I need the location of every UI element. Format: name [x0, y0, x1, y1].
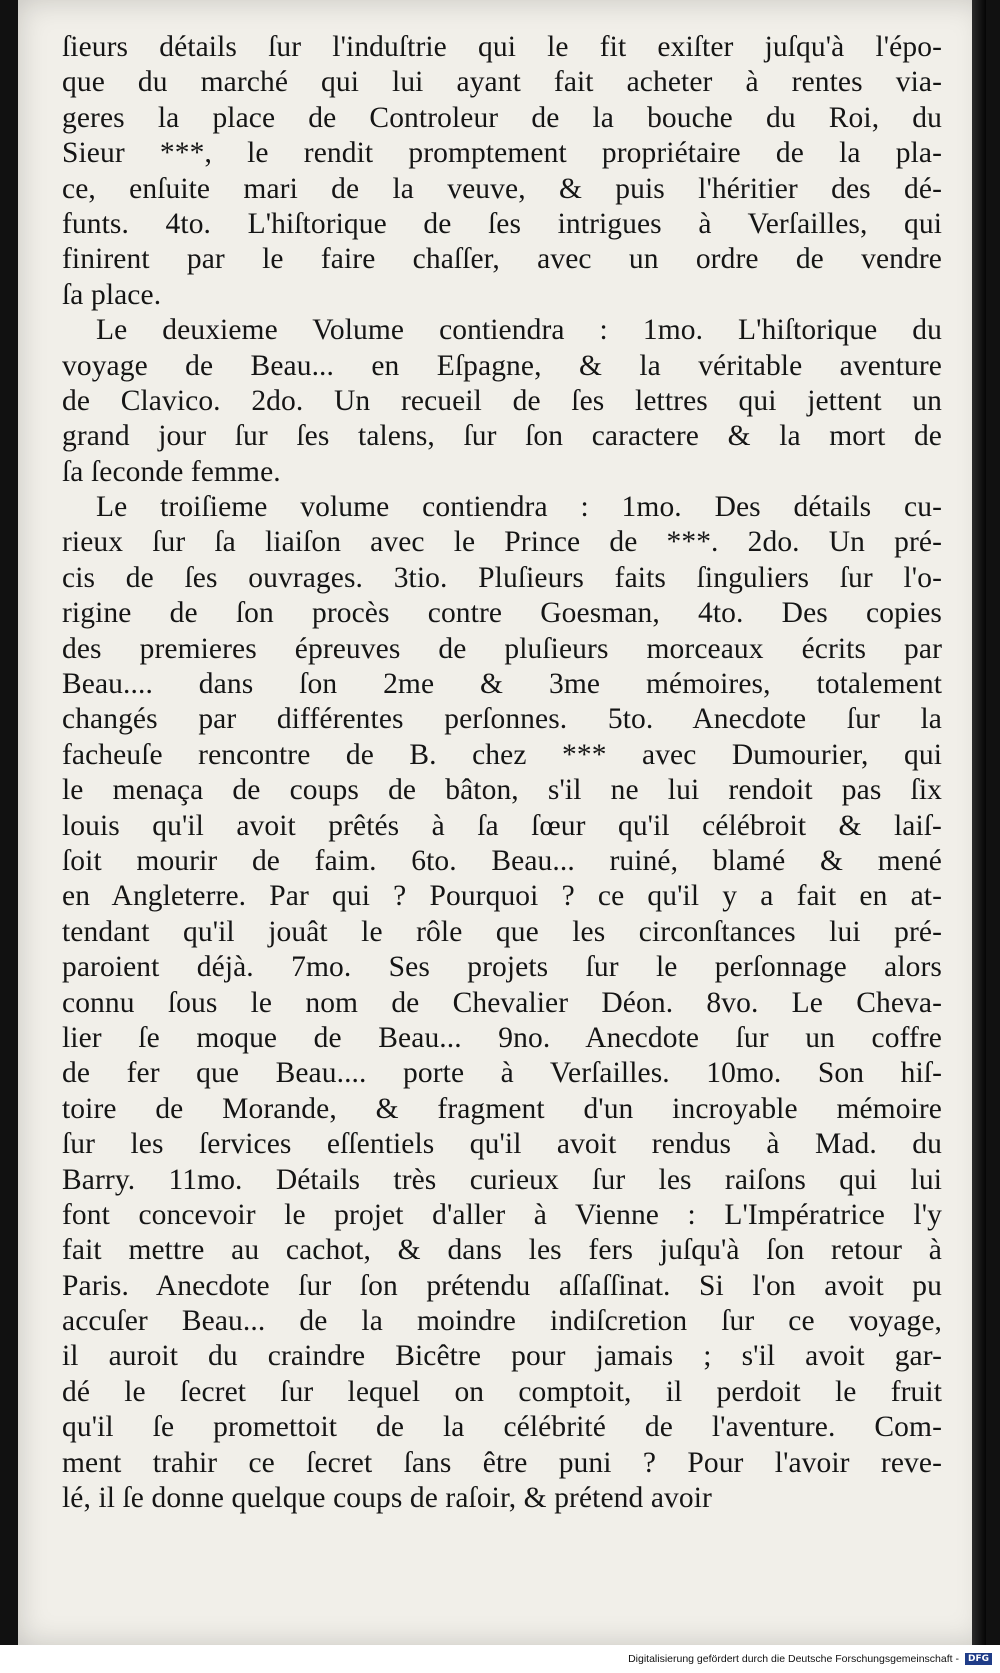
text-line: Sieur ***, le rendit promptement propriétaire de la pla-	[62, 137, 942, 170]
text-line: funts. 4to. L'hiſtorique de ſes intrigues à Verſailles, qui	[62, 207, 942, 240]
text-line: que du marché qui lui ayant fait acheter à rentes via-	[62, 66, 942, 99]
text-line: Paris. Anecdote ſur ſon prétendu aſſaſſinat. Si l'on avoit pu	[62, 1269, 942, 1302]
text-line: cis de ſes ouvrages. 3tio. Pluſieurs faits ſinguliers ſur l'o-	[62, 561, 942, 594]
footer-credit: Digitalisierung gefördert durch die Deutsche Forschungsgemeinschaft -	[628, 1653, 959, 1665]
dfg-logo-icon: DFG	[965, 1653, 992, 1665]
text-line: geres la place de Controleur de la bouche du Roi, du	[62, 101, 942, 134]
text-line: ſoit mourir de faim. 6to. Beau... ruiné, blamé & mené	[62, 844, 942, 877]
text-line: paroient déjà. 7mo. Ses projets ſur le perſonnage alors	[62, 951, 942, 984]
text-line: de Clavico. 2do. Un recueil de ſes lettres qui jettent un	[62, 384, 942, 417]
text-line: finirent par le faire chaſſer, avec un ordre de vendre	[62, 243, 942, 276]
text-line: Le deuxieme Volume contiendra : 1mo. L'hiſtorique du	[96, 314, 942, 347]
text-line: lier ſe moque de Beau... 9no. Anecdote ſur un coffre	[62, 1021, 942, 1054]
text-line: en Angleterre. Par qui ? Pourquoi ? ce qu'il y a fait en at-	[62, 880, 942, 913]
book-spine-edge	[972, 0, 986, 1645]
text-line: ſa ſeconde femme.	[62, 455, 281, 488]
text-line: dé le ſecret ſur lequel on comptoit, il perdoit le fruit	[62, 1375, 942, 1408]
text-line: rigine de ſon procès contre Goesman, 4to. Des copies	[62, 597, 942, 630]
text-line: ce, enſuite mari de la veuve, & puis l'héritier des dé-	[62, 172, 942, 205]
book-page	[18, 0, 986, 1645]
page-text	[62, 30, 942, 1516]
text-line: ment trahir ce ſecret ſans être puni ? Pour l'avoir reve-	[62, 1446, 942, 1479]
text-line: changés par différentes perſonnes. 5to. Anecdote ſur la	[62, 703, 942, 736]
text-line: ſur les ſervices eſſentiels qu'il avoit rendus à Mad. du	[62, 1128, 942, 1161]
digitization-footer	[0, 1645, 1000, 1673]
text-line: Le troiſieme volume contiendra : 1mo. Des détails cu-	[96, 491, 942, 524]
text-line: facheuſe rencontre de B. chez *** avec Dumourier, qui	[62, 738, 942, 771]
text-line: lé, il ſe donne quelque coups de raſoir, & prétend avoir	[62, 1482, 712, 1515]
text-line: le menaça de coups de bâton, s'il ne lui rendoit pas ſix	[62, 774, 942, 807]
text-line: louis qu'il avoit prêtés à ſa ſœur qu'il célébroit & laiſ-	[62, 809, 942, 842]
text-line: voyage de Beau... en Eſpagne, & la véritable aventure	[62, 349, 942, 382]
text-line: accuſer Beau... de la moindre indiſcretion ſur ce voyage,	[62, 1305, 942, 1338]
text-line: connu ſous le nom de Chevalier Déon. 8vo. Le Cheva-	[62, 986, 942, 1019]
text-line: font concevoir le projet d'aller à Vienne : L'Impératrice l'y	[62, 1198, 942, 1231]
text-line: qu'il ſe promettoit de la célébrité de l'aventure. Com-	[62, 1411, 942, 1444]
text-line: rieux ſur ſa liaiſon avec le Prince de ***. 2do. Un pré-	[62, 526, 942, 559]
text-line: Barry. 11mo. Détails très curieux ſur les raiſons qui lui	[62, 1163, 942, 1196]
text-line: toire de Morande, & fragment d'un incroyable mémoire	[62, 1092, 942, 1125]
text-line: ſieurs détails ſur l'induſtrie qui le fit exiſter juſqu'à l'épo-	[62, 31, 942, 63]
text-line: de fer que Beau.... porte à Verſailles. 10mo. Son hiſ-	[62, 1057, 942, 1090]
text-line: fait mettre au cachot, & dans les fers juſqu'à ſon retour à	[62, 1234, 942, 1267]
text-line: tendant qu'il jouât le rôle que les circonſtances lui pré-	[62, 915, 942, 948]
text-line: Beau.... dans ſon 2me & 3me mémoires, totalement	[62, 668, 942, 701]
text-line: des premieres épreuves de pluſieurs morceaux écrits par	[62, 632, 942, 665]
text-line: il auroit du craindre Bicêtre pour jamais ; s'il avoit gar-	[62, 1340, 942, 1373]
text-line: grand jour ſur ſes talens, ſur ſon caractere & la mort de	[62, 420, 942, 453]
text-line: ſa place.	[62, 278, 162, 311]
